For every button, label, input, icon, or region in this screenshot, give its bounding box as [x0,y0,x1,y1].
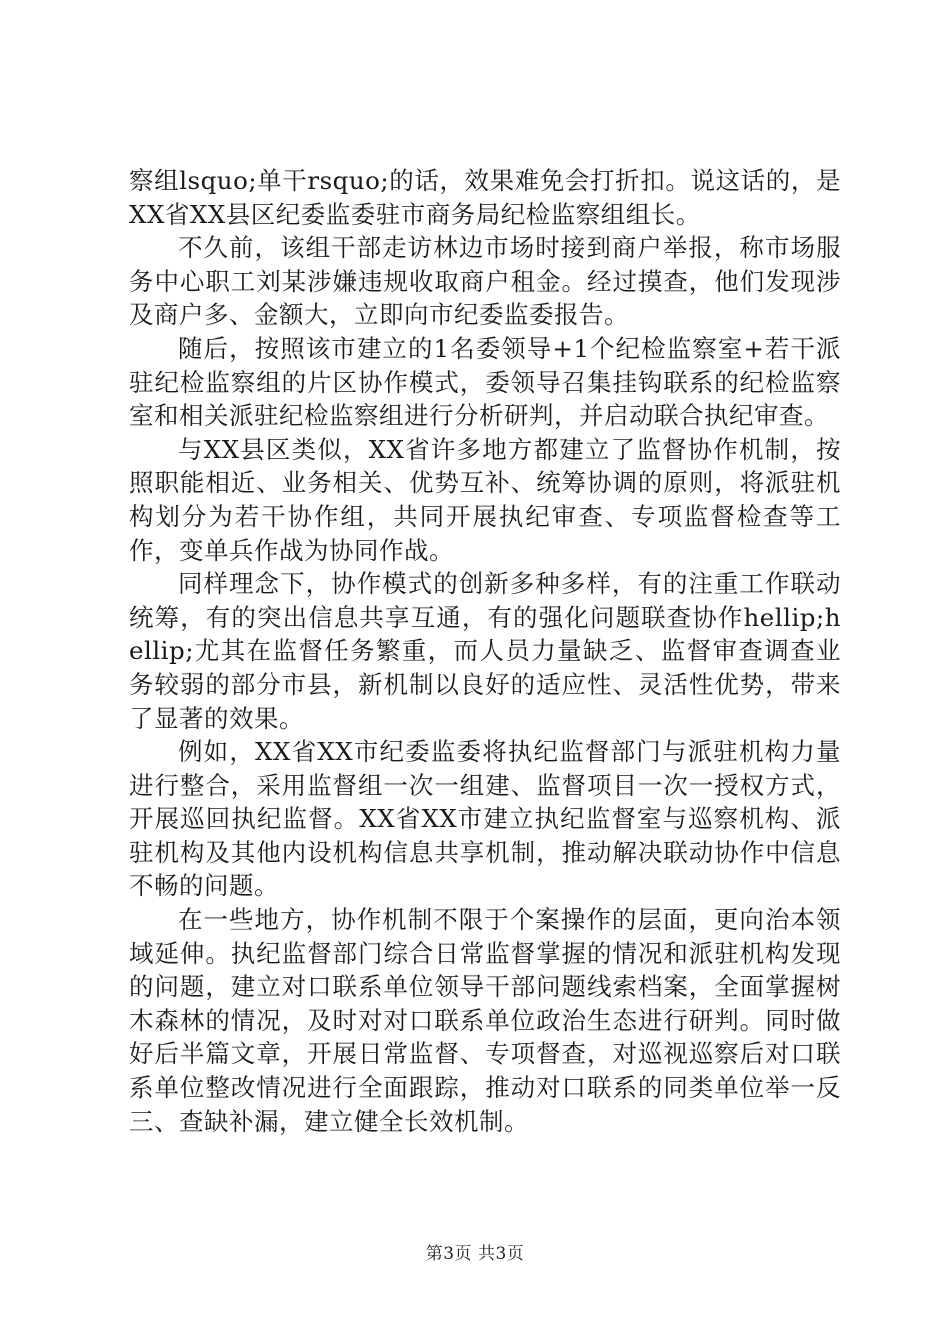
paragraph: 随后，按照该市建立的1名委领导+1个纪检监察室+若干派驻纪检监察组的片区协作模式，委领导召集挂钩联系的纪检监察室和相关派驻纪检监察组进行分析研判，并启动联合执纪审查。 [129,333,841,431]
paragraph: 不久前，该组干部走访林边市场时接到商户举报，称市场服务中心职工刘某涉嫌违规收取商户租金。经过摸查，他们发现涉及商户多、金额大，立即向市纪委监委报告。 [129,233,841,330]
paragraph: 与XX县区类似，XX省许多地方都建立了监督协作机制，按照职能相近、业务相关、优势互补、统筹协调的原则，将派驻机构划分为若干协作组，共同开展执纪审查、专项监督检查等工作，变单兵作战为协同作战。 [129,434,841,565]
paragraph: 例如，XX省XX市纪委监委将执纪监督部门与派驻机构力量进行整合，采用监督组一次一组建、监督项目一次一授权方式，开展巡回执纪监督。XX省XX市建立执纪监督室与巡察机构、派驻机构及其他内设机构信息共享机制，推动解决联动协作中信息不畅的问题。 [129,737,841,901]
page-footer: 第3页 共3页 [425,1244,525,1264]
paragraph: 在一些地方，协作机制不限于个案操作的层面，更向治本领域延伸。执纪监督部门综合日常监督掌握的情况和派驻机构发现的问题，建立对口联系单位领导干部问题线索档案，全面掌握树木森林的情况，及时对对口联系单位政治生态进行研判。同时做好后半篇文章，开展日常监督、专项督查，对巡视巡察后对口联系单位整改情况进行全面跟踪，推动对口联系的同类单位举一反三、查缺补漏，建立健全长效机制。 [129,905,841,1136]
paragraph-continued: 察组lsquo;单干rsquo;的话，效果难免会打折扣。说这话的，是XX省XX县区纪委监委驻市商务局纪检监察组组长。 [129,166,841,229]
paragraph: 同样理念下，协作模式的创新多种多样，有的注重工作联动统筹，有的突出信息共享互通，有的强化问题联查协作hellip;hellip;尤其在监督任务繁重，而人员力量缺乏、监督审查调查业务较弱的部分市县，新机制以良好的适应性、灵活性优势，带来了显著的效果。 [129,569,841,733]
document-body [129,164,841,1138]
